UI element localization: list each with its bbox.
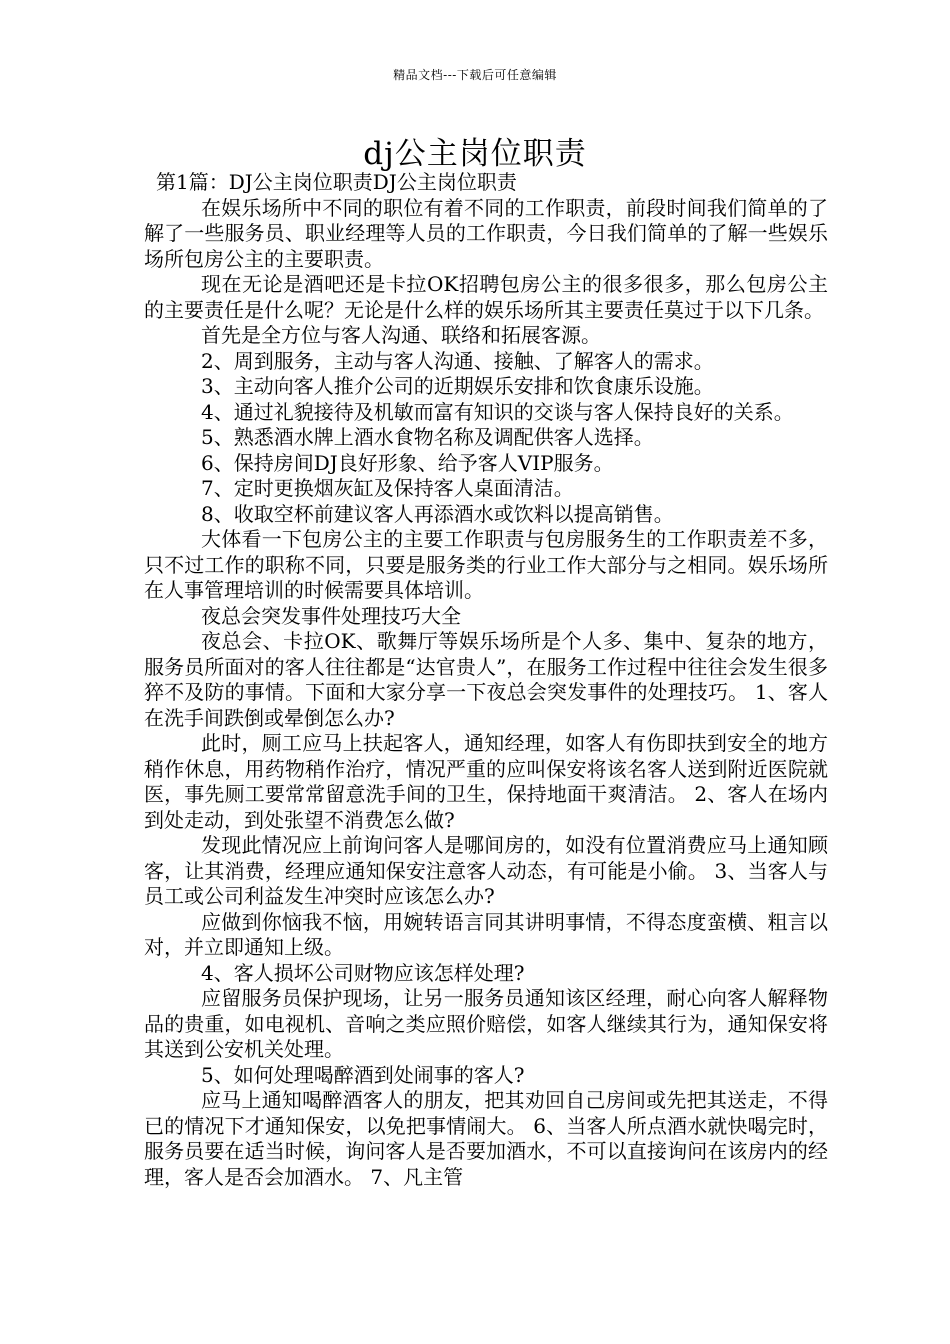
duty-item-7: 7、定时更换烟灰缸及保持客人桌面清洁。 bbox=[201, 476, 574, 500]
question-5: 5、如何处理喝醉酒到处闹事的客人? bbox=[201, 1062, 525, 1087]
page-header-note: 精品文档---下载后可任意编辑 bbox=[393, 68, 557, 82]
duty-item-8: 8、收取空杯前建议客人再添酒水或饮料以提高销售。 bbox=[201, 501, 674, 526]
duty-item-5: 5、熟悉酒水牌上酒水食物名称及调配供客人选择。 bbox=[201, 425, 654, 449]
question-4: 4、客人损坏公司财物应该怎样处理? bbox=[201, 960, 525, 985]
paragraph-answer-3: 应做到你恼我不恼，用婉转语言同其讲明事情，不得态度蛮横、粗言以对，并立即通知上级。 bbox=[144, 909, 828, 959]
paragraph-intro: 在娱乐场所中不同的职位有着不同的工作职责，前段时间我们简单的了解了一些服务员、职业经理等人员的工作职责，今日我们简单的了解一些娱乐场所包房公主的主要职责。 bbox=[144, 195, 828, 271]
duty-item-2: 2、周到服务，主动与客人沟通、接触、了解客人的需求。 bbox=[201, 348, 714, 373]
section-heading: 第1篇：DJ公主岗位职责DJ公主岗位职责 bbox=[156, 170, 517, 194]
paragraph-answer-2: 发现此情况应上前询问客人是哪间房的，如没有位置消费应马上通知顾客，让其消费，经理应通知保安注意客人动态，有可能是小偷。 3、当客人与员工或公司利益发生冲突时应该怎么办? bbox=[144, 833, 828, 908]
subsection-title: 夜总会突发事件处理技巧大全 bbox=[201, 603, 461, 628]
document-body bbox=[144, 170, 828, 1190]
paragraph-emergency-intro: 夜总会、卡拉OK、歌舞厅等娱乐场所是个人多、集中、复杂的地方，服务员所面对的客人往往都是“达官贵人”，在服务工作过程中往往会发生很多猝不及防的事情。下面和大家分享一下夜总会突发事件的处理技巧。 1、客人在洗手间跌倒或晕倒怎么办? bbox=[144, 629, 828, 730]
paragraph-answer-1: 此时，厕工应马上扶起客人，通知经理，如客人有伤即扶到安全的地方稍作休息，用药物稍作治疗，情况严重的应叫保安将该名客人送到附近医院就医，事先厕工要常常留意洗手间的卫生，保持地面干爽清洁。 2、客人在场内到处走动，到处张望不消费怎么做? bbox=[144, 731, 828, 832]
paragraph-answer-4: 应留服务员保护现场，让另一服务员通知该区经理，耐心向客人解释物品的贵重，如电视机、音响之类应照价赔偿，如客人继续其行为，通知保安将其送到公安机关处理。 bbox=[144, 986, 828, 1061]
duty-item-3: 3、主动向客人推介公司的近期娱乐安排和饮食康乐设施。 bbox=[201, 374, 714, 398]
paragraph-answer-5: 应马上通知喝醉酒客人的朋友，把其劝回自己房间或先把其送走，不得已的情况下才通知保安，以免把事情闹大。 6、当客人所点酒水就快喝完时，服务员要在适当时候，询问客人是否要加酒水，不可以直接询问在该房内的经理，客人是否会加酒水。 7、凡主管 bbox=[144, 1088, 828, 1189]
duty-item-4: 4、通过礼貌接待及机敏而富有知识的交谈与客人保持良好的关系。 bbox=[201, 399, 794, 424]
paragraph-summary: 大体看一下包房公主的主要工作职责与包房服务生的工作职责差不多，只不过工作的职称不同，只要是服务类的行业工作大部分与之相同。娱乐场所在人事管理培训的时候需要具体培训。 bbox=[144, 527, 828, 602]
duty-item-6: 6、保持房间DJ良好形象、给予客人VIP服务。 bbox=[201, 450, 614, 475]
duty-item-1: 首先是全方位与客人沟通、联络和拓展客源。 bbox=[201, 323, 601, 347]
document-title: dj公主岗位职责 bbox=[363, 136, 587, 172]
paragraph-question: 现在无论是酒吧还是卡拉OK招聘包房公主的很多很多，那么包房公主的主要责任是什么呢？无论是什么样的娱乐场所其主要责任莫过于以下几条。 bbox=[144, 272, 828, 322]
